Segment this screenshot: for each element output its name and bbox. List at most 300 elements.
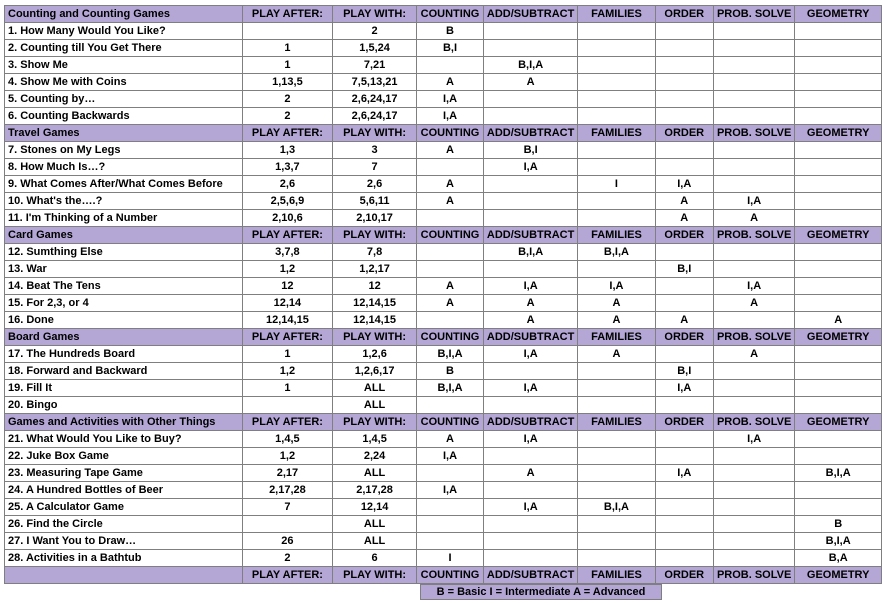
- cell-add-subtract: A: [483, 295, 577, 312]
- game-name: 17. The Hundreds Board: [5, 346, 243, 363]
- cell-families: [578, 108, 655, 125]
- column-header-counting: COUNTING: [417, 6, 484, 23]
- table-row: [5, 346, 882, 363]
- cell-counting: [417, 499, 484, 516]
- cell-counting: [417, 244, 484, 261]
- column-header-geometry: GEOMETRY: [795, 329, 882, 346]
- cell-add-subtract: [483, 448, 577, 465]
- cell-prob-solve: [713, 142, 794, 159]
- cell-play-after: 26: [242, 533, 332, 550]
- cell-counting: B,I: [417, 40, 484, 57]
- cell-families: [578, 91, 655, 108]
- cell-play-with: 2,10,17: [333, 210, 417, 227]
- section-header-row: [5, 414, 882, 431]
- cell-geometry: [795, 278, 882, 295]
- cell-families: B,I,A: [578, 499, 655, 516]
- section-title: Board Games: [5, 329, 243, 346]
- table-row: [5, 448, 882, 465]
- game-name: 19. Fill It: [5, 380, 243, 397]
- cell-play-after: 1,3,7: [242, 159, 332, 176]
- cell-play-after: 1: [242, 346, 332, 363]
- column-header-play-with: PLAY WITH:: [333, 414, 417, 431]
- cell-prob-solve: [713, 159, 794, 176]
- section-header-row: [5, 125, 882, 142]
- column-header-geometry: GEOMETRY: [795, 227, 882, 244]
- column-header-add-subtract: ADD/SUBTRACT: [483, 6, 577, 23]
- cell-add-subtract: [483, 397, 577, 414]
- cell-families: [578, 448, 655, 465]
- column-header-play-with: PLAY WITH:: [333, 227, 417, 244]
- game-name: 9. What Comes After/What Comes Before: [5, 176, 243, 193]
- section-header-row: [5, 6, 882, 23]
- game-name: 2. Counting till You Get There: [5, 40, 243, 57]
- cell-add-subtract: A: [483, 465, 577, 482]
- cell-add-subtract: I,A: [483, 346, 577, 363]
- cell-play-with: 12,14: [333, 499, 417, 516]
- cell-play-after: 3,7,8: [242, 244, 332, 261]
- table-row: [5, 74, 882, 91]
- game-name: 27. I Want You to Draw…: [5, 533, 243, 550]
- cell-families: [578, 516, 655, 533]
- cell-add-subtract: I,A: [483, 380, 577, 397]
- cell-prob-solve: [713, 244, 794, 261]
- cell-play-with: 7,8: [333, 244, 417, 261]
- cell-counting: B: [417, 23, 484, 40]
- cell-order: [655, 108, 713, 125]
- table-row: [5, 91, 882, 108]
- cell-add-subtract: A: [483, 312, 577, 329]
- column-header-order: ORDER: [655, 329, 713, 346]
- cell-geometry: A: [795, 312, 882, 329]
- cell-families: [578, 465, 655, 482]
- table-body: [5, 6, 882, 584]
- column-header-order: ORDER: [655, 6, 713, 23]
- cell-prob-solve: [713, 261, 794, 278]
- cell-add-subtract: I,A: [483, 159, 577, 176]
- table-row: [5, 295, 882, 312]
- section-header-row: [5, 329, 882, 346]
- cell-counting: I,A: [417, 108, 484, 125]
- game-name: 25. A Calculator Game: [5, 499, 243, 516]
- table-row: [5, 159, 882, 176]
- cell-play-with: 1,2,6,17: [333, 363, 417, 380]
- table-row: [5, 278, 882, 295]
- cell-add-subtract: [483, 533, 577, 550]
- cell-order: [655, 159, 713, 176]
- footer-column-header-play-after: PLAY AFTER:: [242, 567, 332, 584]
- cell-counting: I,A: [417, 448, 484, 465]
- cell-geometry: [795, 40, 882, 57]
- cell-prob-solve: [713, 108, 794, 125]
- cell-prob-solve: [713, 23, 794, 40]
- cell-add-subtract: [483, 23, 577, 40]
- cell-order: I,A: [655, 176, 713, 193]
- cell-families: [578, 533, 655, 550]
- cell-prob-solve: I,A: [713, 193, 794, 210]
- cell-geometry: [795, 23, 882, 40]
- table-row: [5, 244, 882, 261]
- cell-families: [578, 23, 655, 40]
- table-row: [5, 176, 882, 193]
- cell-prob-solve: [713, 533, 794, 550]
- cell-prob-solve: [713, 550, 794, 567]
- cell-geometry: [795, 295, 882, 312]
- cell-prob-solve: A: [713, 210, 794, 227]
- column-header-play-after: PLAY AFTER:: [242, 125, 332, 142]
- cell-play-after: 2,17: [242, 465, 332, 482]
- cell-order: [655, 278, 713, 295]
- column-header-families: FAMILIES: [578, 329, 655, 346]
- cell-play-after: 2,17,28: [242, 482, 332, 499]
- cell-play-after: 1: [242, 380, 332, 397]
- game-name: 5. Counting by…: [5, 91, 243, 108]
- cell-geometry: [795, 448, 882, 465]
- cell-geometry: [795, 159, 882, 176]
- table-row: [5, 380, 882, 397]
- cell-add-subtract: [483, 40, 577, 57]
- table-row: [5, 142, 882, 159]
- cell-play-after: 2: [242, 91, 332, 108]
- cell-add-subtract: [483, 482, 577, 499]
- cell-prob-solve: [713, 74, 794, 91]
- column-header-prob-solve: PROB. SOLVE: [713, 227, 794, 244]
- cell-order: [655, 23, 713, 40]
- cell-play-with: 5,6,11: [333, 193, 417, 210]
- legend: B = Basic I = Intermediate A = Advanced: [420, 584, 662, 600]
- cell-play-with: 6: [333, 550, 417, 567]
- column-header-geometry: GEOMETRY: [795, 414, 882, 431]
- cell-order: [655, 74, 713, 91]
- cell-families: [578, 193, 655, 210]
- cell-prob-solve: [713, 516, 794, 533]
- cell-play-after: 2: [242, 108, 332, 125]
- game-name: 15. For 2,3, or 4: [5, 295, 243, 312]
- cell-counting: A: [417, 193, 484, 210]
- cell-families: [578, 74, 655, 91]
- cell-play-after: 12,14: [242, 295, 332, 312]
- cell-play-with: ALL: [333, 533, 417, 550]
- cell-play-with: 7,5,13,21: [333, 74, 417, 91]
- game-name: 26. Find the Circle: [5, 516, 243, 533]
- cell-play-with: 12,14,15: [333, 295, 417, 312]
- cell-geometry: [795, 431, 882, 448]
- table-row: [5, 23, 882, 40]
- cell-geometry: [795, 499, 882, 516]
- cell-order: A: [655, 312, 713, 329]
- cell-play-with: 2,6,24,17: [333, 108, 417, 125]
- cell-play-after: 2,5,6,9: [242, 193, 332, 210]
- cell-geometry: [795, 176, 882, 193]
- cell-geometry: [795, 193, 882, 210]
- cell-counting: B: [417, 363, 484, 380]
- cell-counting: B,I,A: [417, 346, 484, 363]
- cell-add-subtract: A: [483, 74, 577, 91]
- column-header-counting: COUNTING: [417, 227, 484, 244]
- column-header-add-subtract: ADD/SUBTRACT: [483, 125, 577, 142]
- table-row: [5, 312, 882, 329]
- cell-counting: [417, 312, 484, 329]
- cell-play-after: [242, 516, 332, 533]
- column-header-families: FAMILIES: [578, 414, 655, 431]
- section-header-row: [5, 227, 882, 244]
- footer-column-header-geometry: GEOMETRY: [795, 567, 882, 584]
- cell-add-subtract: [483, 363, 577, 380]
- cell-geometry: [795, 210, 882, 227]
- cell-add-subtract: B,I: [483, 142, 577, 159]
- game-name: 22. Juke Box Game: [5, 448, 243, 465]
- cell-counting: [417, 159, 484, 176]
- cell-order: [655, 57, 713, 74]
- cell-play-with: 7,21: [333, 57, 417, 74]
- cell-counting: [417, 465, 484, 482]
- cell-counting: B,I,A: [417, 380, 484, 397]
- cell-counting: [417, 210, 484, 227]
- cell-play-with: 1,2,6: [333, 346, 417, 363]
- cell-order: [655, 533, 713, 550]
- cell-geometry: [795, 380, 882, 397]
- cell-order: B,I: [655, 363, 713, 380]
- table-row: [5, 431, 882, 448]
- column-header-prob-solve: PROB. SOLVE: [713, 125, 794, 142]
- table-row: [5, 363, 882, 380]
- column-header-add-subtract: ADD/SUBTRACT: [483, 414, 577, 431]
- cell-prob-solve: [713, 482, 794, 499]
- cell-play-after: [242, 397, 332, 414]
- cell-add-subtract: [483, 261, 577, 278]
- table-row: [5, 210, 882, 227]
- table-row: [5, 261, 882, 278]
- table-row: [5, 397, 882, 414]
- cell-prob-solve: [713, 465, 794, 482]
- column-header-prob-solve: PROB. SOLVE: [713, 414, 794, 431]
- cell-order: [655, 499, 713, 516]
- cell-play-with: 1,4,5: [333, 431, 417, 448]
- cell-add-subtract: I,A: [483, 278, 577, 295]
- table-row: [5, 57, 882, 74]
- cell-add-subtract: [483, 176, 577, 193]
- cell-play-after: 1,2: [242, 363, 332, 380]
- cell-play-after: 1,13,5: [242, 74, 332, 91]
- game-name: 16. Done: [5, 312, 243, 329]
- cell-counting: [417, 397, 484, 414]
- cell-prob-solve: [713, 40, 794, 57]
- cell-play-after: 2,6: [242, 176, 332, 193]
- cell-families: [578, 40, 655, 57]
- table-row: [5, 516, 882, 533]
- cell-add-subtract: I,A: [483, 431, 577, 448]
- cell-families: [578, 159, 655, 176]
- footer-column-header-add-subtract: ADD/SUBTRACT: [483, 567, 577, 584]
- cell-families: B,I,A: [578, 244, 655, 261]
- game-name: 21. What Would You Like to Buy?: [5, 431, 243, 448]
- cell-geometry: [795, 482, 882, 499]
- column-header-add-subtract: ADD/SUBTRACT: [483, 329, 577, 346]
- table-row: [5, 499, 882, 516]
- cell-add-subtract: [483, 210, 577, 227]
- game-name: 3. Show Me: [5, 57, 243, 74]
- column-header-play-with: PLAY WITH:: [333, 125, 417, 142]
- game-name: 12. Sumthing Else: [5, 244, 243, 261]
- cell-counting: A: [417, 74, 484, 91]
- cell-order: [655, 40, 713, 57]
- cell-geometry: B,I,A: [795, 533, 882, 550]
- game-name: 28. Activities in a Bathtub: [5, 550, 243, 567]
- table-row: [5, 193, 882, 210]
- table-row: [5, 550, 882, 567]
- cell-prob-solve: A: [713, 295, 794, 312]
- game-name: 20. Bingo: [5, 397, 243, 414]
- cell-order: I,A: [655, 380, 713, 397]
- cell-prob-solve: [713, 363, 794, 380]
- section-title: Card Games: [5, 227, 243, 244]
- cell-order: A: [655, 210, 713, 227]
- table-row: [5, 108, 882, 125]
- cell-counting: I,A: [417, 91, 484, 108]
- game-name: 13. War: [5, 261, 243, 278]
- game-name: 11. I'm Thinking of a Number: [5, 210, 243, 227]
- cell-play-after: 1: [242, 57, 332, 74]
- cell-play-after: 2,10,6: [242, 210, 332, 227]
- cell-play-after: 12: [242, 278, 332, 295]
- column-header-order: ORDER: [655, 227, 713, 244]
- cell-play-with: ALL: [333, 380, 417, 397]
- cell-counting: A: [417, 142, 484, 159]
- table-row: [5, 482, 882, 499]
- cell-add-subtract: [483, 516, 577, 533]
- column-header-play-after: PLAY AFTER:: [242, 329, 332, 346]
- cell-order: [655, 448, 713, 465]
- cell-counting: [417, 516, 484, 533]
- footer-column-header-order: ORDER: [655, 567, 713, 584]
- cell-play-after: 1,2: [242, 448, 332, 465]
- cell-families: [578, 397, 655, 414]
- column-header-add-subtract: ADD/SUBTRACT: [483, 227, 577, 244]
- cell-play-with: 2,24: [333, 448, 417, 465]
- cell-counting: A: [417, 176, 484, 193]
- cell-counting: I,A: [417, 482, 484, 499]
- cell-counting: A: [417, 431, 484, 448]
- cell-counting: I: [417, 550, 484, 567]
- footer-blank-cell: [5, 567, 243, 584]
- cell-families: A: [578, 295, 655, 312]
- cell-order: [655, 142, 713, 159]
- game-name: 7. Stones on My Legs: [5, 142, 243, 159]
- cell-families: I: [578, 176, 655, 193]
- game-name: 4. Show Me with Coins: [5, 74, 243, 91]
- footer-column-header-families: FAMILIES: [578, 567, 655, 584]
- cell-order: [655, 346, 713, 363]
- cell-add-subtract: [483, 550, 577, 567]
- game-name: 23. Measuring Tape Game: [5, 465, 243, 482]
- cell-order: [655, 482, 713, 499]
- cell-add-subtract: [483, 193, 577, 210]
- cell-families: [578, 363, 655, 380]
- table-row: [5, 465, 882, 482]
- cell-order: A: [655, 193, 713, 210]
- column-header-families: FAMILIES: [578, 6, 655, 23]
- cell-families: A: [578, 346, 655, 363]
- column-header-play-with: PLAY WITH:: [333, 6, 417, 23]
- column-header-play-after: PLAY AFTER:: [242, 414, 332, 431]
- cell-families: [578, 431, 655, 448]
- cell-prob-solve: [713, 499, 794, 516]
- cell-prob-solve: [713, 448, 794, 465]
- cell-order: [655, 397, 713, 414]
- column-header-families: FAMILIES: [578, 125, 655, 142]
- cell-add-subtract: [483, 108, 577, 125]
- cell-play-after: 1,4,5: [242, 431, 332, 448]
- cell-families: [578, 210, 655, 227]
- cell-order: [655, 516, 713, 533]
- cell-families: [578, 550, 655, 567]
- cell-play-with: 2,17,28: [333, 482, 417, 499]
- cell-play-with: ALL: [333, 397, 417, 414]
- cell-order: [655, 550, 713, 567]
- section-title: Games and Activities with Other Things: [5, 414, 243, 431]
- cell-order: [655, 295, 713, 312]
- cell-families: A: [578, 312, 655, 329]
- column-header-order: ORDER: [655, 125, 713, 142]
- game-name: 14. Beat The Tens: [5, 278, 243, 295]
- cell-families: [578, 380, 655, 397]
- cell-prob-solve: [713, 57, 794, 74]
- cell-geometry: B: [795, 516, 882, 533]
- cell-play-with: 12,14,15: [333, 312, 417, 329]
- cell-geometry: [795, 57, 882, 74]
- cell-geometry: [795, 244, 882, 261]
- cell-families: [578, 261, 655, 278]
- cell-play-after: [242, 23, 332, 40]
- game-name: 1. How Many Would You Like?: [5, 23, 243, 40]
- cell-add-subtract: B,I,A: [483, 57, 577, 74]
- column-header-counting: COUNTING: [417, 414, 484, 431]
- cell-play-with: 12: [333, 278, 417, 295]
- cell-order: B,I: [655, 261, 713, 278]
- game-name: 8. How Much Is…?: [5, 159, 243, 176]
- column-header-play-after: PLAY AFTER:: [242, 6, 332, 23]
- game-name: 24. A Hundred Bottles of Beer: [5, 482, 243, 499]
- cell-play-with: 7: [333, 159, 417, 176]
- cell-prob-solve: A: [713, 346, 794, 363]
- column-header-counting: COUNTING: [417, 329, 484, 346]
- game-name: 18. Forward and Backward: [5, 363, 243, 380]
- cell-play-with: 1,5,24: [333, 40, 417, 57]
- column-header-geometry: GEOMETRY: [795, 6, 882, 23]
- cell-geometry: [795, 142, 882, 159]
- cell-counting: A: [417, 295, 484, 312]
- cell-counting: [417, 261, 484, 278]
- cell-geometry: [795, 346, 882, 363]
- cell-geometry: B,I,A: [795, 465, 882, 482]
- cell-counting: [417, 533, 484, 550]
- cell-play-after: 12,14,15: [242, 312, 332, 329]
- cell-add-subtract: [483, 91, 577, 108]
- footer-column-header-counting: COUNTING: [417, 567, 484, 584]
- cell-add-subtract: I,A: [483, 499, 577, 516]
- column-header-prob-solve: PROB. SOLVE: [713, 329, 794, 346]
- footer-header-row: [5, 567, 882, 584]
- cell-play-with: 1,2,17: [333, 261, 417, 278]
- cell-play-after: 1,3: [242, 142, 332, 159]
- footer-column-header-play-with: PLAY WITH:: [333, 567, 417, 584]
- cell-play-with: ALL: [333, 465, 417, 482]
- cell-prob-solve: [713, 380, 794, 397]
- column-header-play-after: PLAY AFTER:: [242, 227, 332, 244]
- section-title: Travel Games: [5, 125, 243, 142]
- cell-families: [578, 57, 655, 74]
- cell-play-after: 1: [242, 40, 332, 57]
- column-header-play-with: PLAY WITH:: [333, 329, 417, 346]
